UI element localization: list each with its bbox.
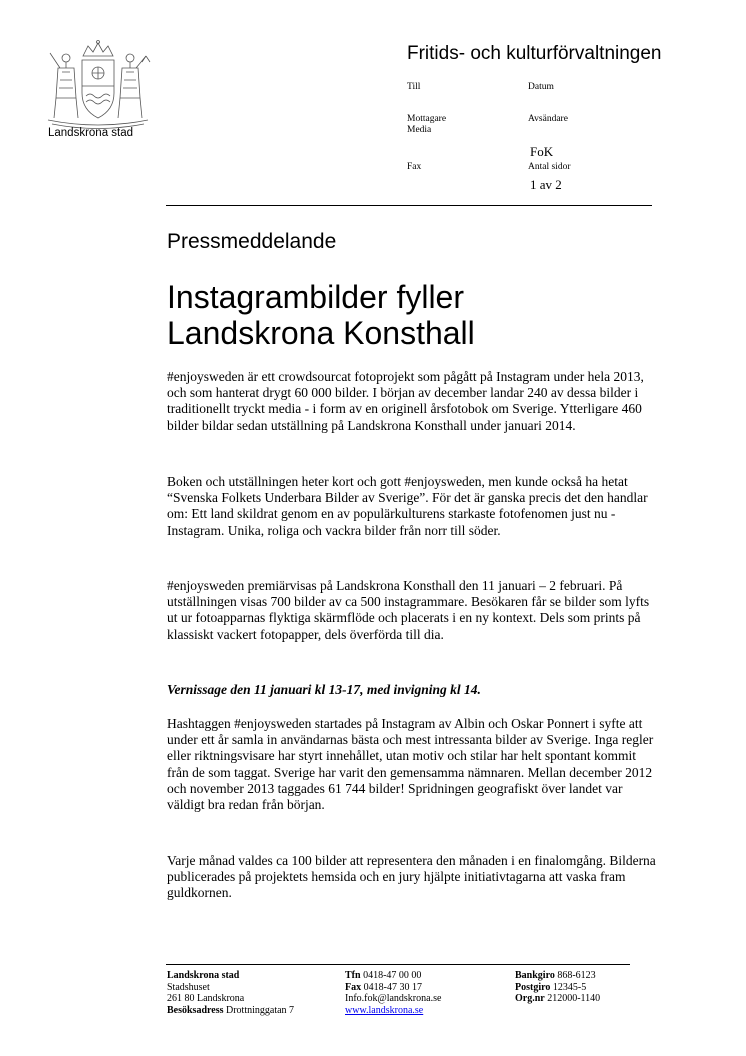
footer-tfn-label: Tfn [345, 970, 361, 981]
header-divider [166, 205, 652, 206]
footer-postgiro-label: Postgiro [515, 981, 551, 993]
footer-org-name: Landskrona stad [167, 970, 240, 981]
media-label: Media [407, 125, 432, 135]
antal-sidor-label: Antal sidor [528, 162, 571, 172]
footer-email: Info.fok@landskrona.se [345, 993, 442, 1004]
footer-fax-label: Fax [345, 981, 362, 993]
footer-divider [166, 964, 630, 965]
document-kicker: Pressmeddelande [167, 230, 337, 253]
avsandare-label: Avsändare [528, 114, 568, 124]
footer-orgnr-label: Org.nr [515, 993, 545, 1004]
paragraph-vernissage: Vernissage den 11 januari kl 13-17, med invigning kl 14. [167, 682, 481, 697]
footer-web-link[interactable]: www.landskrona.se [345, 1004, 424, 1016]
footer-bankgiro-value: 868-6123 [557, 970, 596, 981]
datum-label: Datum [528, 82, 554, 92]
footer-finance [515, 970, 600, 1005]
footer-postgiro-value: 12345-5 [552, 981, 587, 993]
paragraph-book: Boken och utställningen heter kort och gott #enjoysweden, men kunde också ha hetat “Svenska Folkets Underbara Bilder av Sverige”. För det är ganska precis det den handlar om: Ett land skildrat genom en av populärkulturens starkaste fotofenomen just nu - Instagram. Unika, roliga och vackra bilder från norr till söder. [167, 474, 648, 538]
paragraph-intro: #enjoysweden är ett crowdsourcat fotoprojekt som pågått på Instagram under hela 2013, och som hanterat drygt 60 000 bilder. I början av december landar 240 av dessa bilder i traditionellt tryckt media - i form av en originell årsfotobok om Sverige. Ytterligare 460 bilder bildar sedan utställning på Landskrona Konsthall under januari 2014. [167, 369, 644, 433]
footer-address [167, 970, 294, 1016]
coat-of-arms-logo [38, 38, 158, 138]
mottagare-label: Mottagare [407, 114, 447, 124]
footer-orgnr-value: 212000-1140 [547, 993, 601, 1004]
footer-building: Stadshuset [167, 981, 210, 993]
avsandare-value: FoK [530, 144, 554, 159]
paragraph-hashtag: Hashtaggen #enjoysweden startades på Instagram av Albin och Oskar Ponnert i syfte att under ett år samla in användarnas bästa och mest intressanta bilder av Sverige. Inga regler eller riktningsvisare har styrt innehållet, utan motiv och stilar har helt spontant kommit från de som taggat. Sverige har varit den gemensamma nämnaren. Mellan december 2012 och november 2013 taggades 61 744 bilder! Spridningen geografiskt över landet var väldigt bra redan från början. [167, 716, 654, 813]
footer-fax-value: 0418-47 30 17 [363, 981, 422, 993]
footer-contact [345, 970, 441, 1016]
footer-postal: 261 80 Landskrona [167, 993, 245, 1004]
till-label: Till [407, 82, 421, 92]
fax-label: Fax [407, 162, 422, 172]
document-headline [167, 279, 475, 351]
headline-line-2: Landskrona Konsthall [167, 315, 475, 351]
footer-visit-label: Besöksadress [167, 1004, 224, 1016]
footer-tfn-value: 0418-47 00 00 [363, 970, 422, 981]
footer-visit-value: Drottninggatan 7 [226, 1004, 295, 1016]
headline-line-1: Instagrambilder fyller [167, 279, 464, 315]
department-name: Fritids- och kulturförvaltningen [407, 43, 662, 64]
antal-sidor-value: 1 av 2 [530, 177, 562, 192]
paragraph-premiere: #enjoysweden premiärvisas på Landskrona Konsthall den 11 januari – 2 februari. På utställningen visas 700 bilder av ca 500 instagrammare. Besökaren får se bilder som lyfts ut ur fotoapparnas flyktiga skärmflöde och placerats i en ny kontext. Dels som prints på klassiskt vackert fotopapper, dels överförda till dia. [167, 578, 650, 642]
paragraph-monthly: Varje månad valdes ca 100 bilder att representera den månaden i en finalomgång. Bilderna publicerades på projektets hemsida och en jury hjälpte initiativtagarna att vaska fram guldkornen. [167, 853, 656, 901]
footer-bankgiro-label: Bankgiro [515, 970, 555, 981]
logo-caption: Landskrona stad [48, 127, 134, 139]
